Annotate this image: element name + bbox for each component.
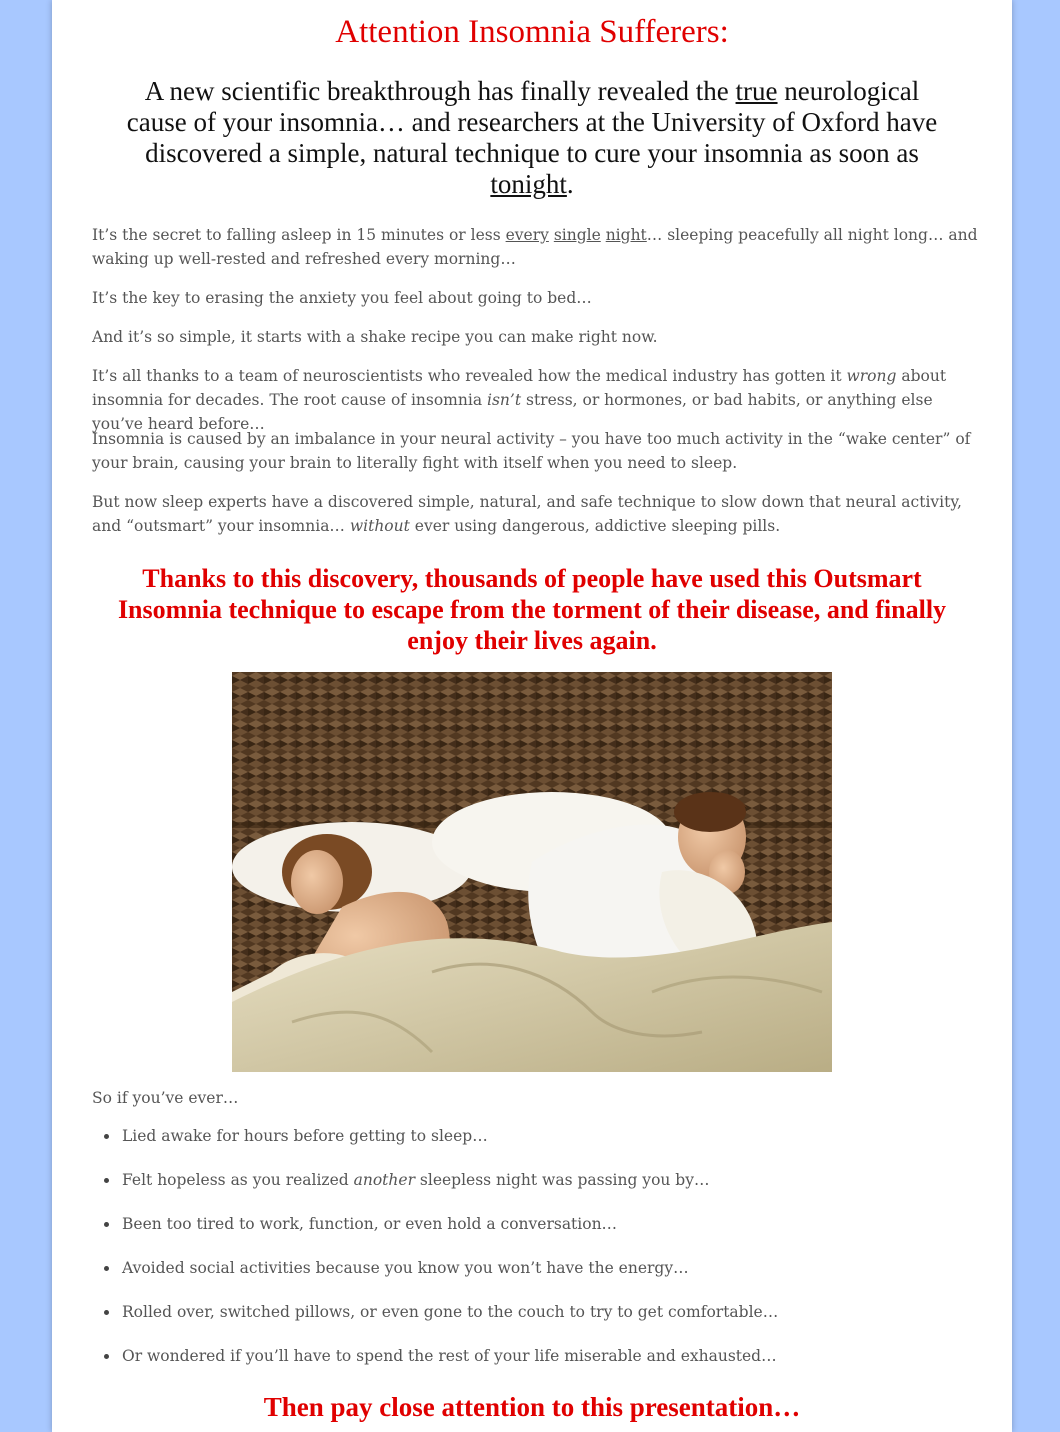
paragraph-text: … sleeping peacefully all night long… and waking up well-rested and refreshed every morning…	[92, 226, 978, 268]
paragraph-text: about insomnia for decades. The root cause of insomnia	[92, 367, 947, 409]
paragraph-imbalance: Insomnia is caused by an imbalance in your neural activity – you have too much activity in the “wake center” of your brain, causing your brain to literally fight with itself when you need to sleep.	[92, 430, 971, 472]
list-item-text: Or wondered if you’ll have to spend the rest of your life miserable and exhausted…	[122, 1347, 777, 1365]
bullet-dot-icon	[104, 1354, 109, 1359]
emphasis-without: without	[349, 517, 410, 535]
paragraph-text: ever using dangerous, addictive sleeping pills.	[409, 517, 781, 535]
subhead-text-2: neurological cause of your insomnia… and researchers at the University of Oxford have discovered a simple, natural technique to cure your insomnia as soon as	[126, 76, 938, 168]
headline: Attention Insomnia Sufferers:	[335, 14, 729, 50]
paragraph-shake: And it’s so simple, it starts with a shake recipe you can make right now.	[92, 328, 658, 346]
subhead-emphasis-true: true	[735, 76, 778, 106]
subhead-emphasis-tonight: tonight	[490, 169, 567, 199]
paragraph-text: It’s the secret to falling asleep in 15 minutes or less	[92, 226, 506, 244]
list-item-text: Rolled over, switched pillows, or even gone to the couch to try to get comfortable…	[122, 1303, 779, 1321]
list-item	[92, 1168, 982, 1212]
paragraph-text: stress, or hormones, or bad habits, or anything else you’ve heard before…	[92, 391, 933, 433]
emphasis-single: single	[553, 226, 601, 244]
subheadline	[112, 76, 952, 200]
list-item-text: Lied awake for hours before getting to sleep…	[122, 1127, 488, 1145]
list-item-text: Felt hopeless as you realized	[122, 1171, 354, 1189]
paragraph-text: It’s all thanks to a team of neuroscientists who revealed how the medical industry has gotten it	[92, 367, 847, 385]
paragraph-text: But now sleep experts have a discovered simple, natural, and safe technique to slow down that neural activity, and “outsmart” your insomnia…	[92, 493, 962, 535]
paragraph-anxiety: It’s the key to erasing the anxiety you feel about going to bed…	[92, 289, 592, 307]
list-item	[92, 1256, 982, 1300]
lead-in-text: So if you’ve ever…	[92, 1089, 239, 1107]
emphasis-every: every	[505, 226, 549, 244]
subhead-text-1: A new scientific breakthrough has finally revealed the	[144, 76, 736, 106]
list-item-text: sleepless night was passing you by…	[414, 1171, 710, 1189]
couple-in-bed-illustration	[232, 672, 832, 1072]
list-item	[92, 1300, 982, 1344]
bullet-dot-icon	[104, 1310, 109, 1315]
discovery-callout: Thanks to this discovery, thousands of people have used this Outsmart Insomnia technique to escape from the torment of their disease, and finally enjoy their lives again.	[117, 564, 947, 655]
emphasis-wrong: wrong	[846, 367, 897, 385]
paragraph-neuroscientists	[92, 364, 982, 436]
list-item	[92, 1344, 982, 1388]
list-item	[92, 1212, 982, 1256]
couple-in-bed-photo	[232, 672, 832, 1072]
paragraph-secret	[92, 223, 982, 271]
bullet-dot-icon	[104, 1266, 109, 1271]
emphasis-isnt: isn’t	[487, 391, 522, 409]
closing-headline: Then pay close attention to this presentation…	[263, 1392, 801, 1422]
subhead-text-3: .	[566, 169, 574, 199]
paragraph-technique	[92, 490, 982, 538]
content-column	[52, 0, 1012, 1432]
symptom-list	[92, 1124, 982, 1388]
emphasis-another: another	[353, 1171, 415, 1189]
list-item	[92, 1124, 982, 1168]
list-item-text: Been too tired to work, function, or even hold a conversation…	[122, 1215, 618, 1233]
bullet-dot-icon	[104, 1222, 109, 1227]
emphasis-night: night	[605, 226, 647, 244]
list-item-text: Avoided social activities because you know you won’t have the energy…	[122, 1259, 689, 1277]
bullet-dot-icon	[104, 1134, 109, 1139]
bullet-dot-icon	[104, 1178, 109, 1183]
